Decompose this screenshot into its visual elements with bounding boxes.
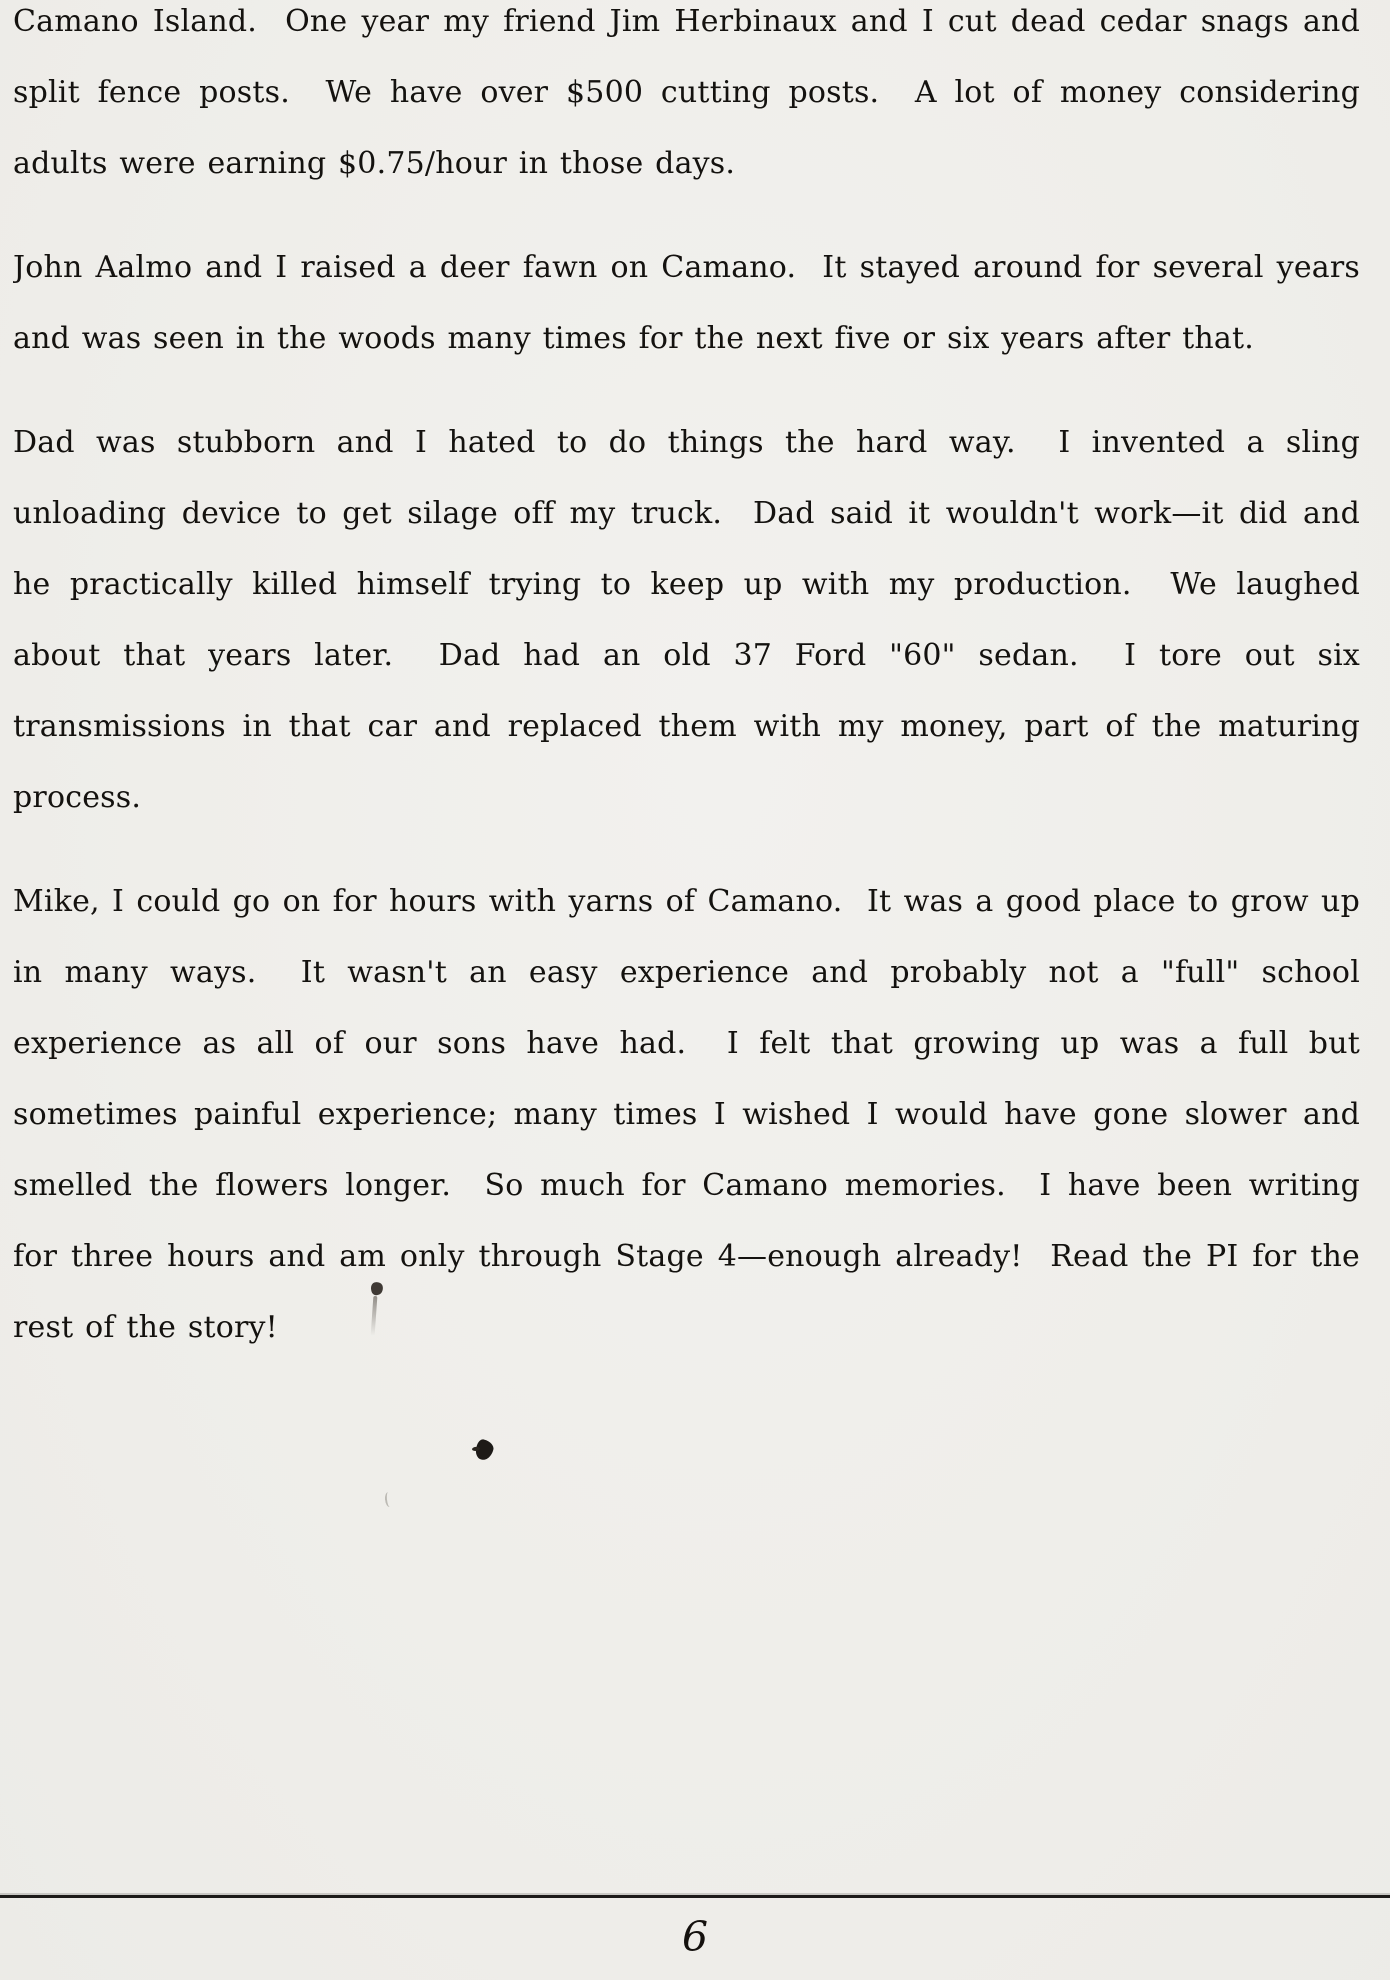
footer-divider	[0, 1895, 1390, 1898]
paragraph	[13, 232, 1360, 374]
text-line: and was seen in the woods many times for the next five or six years after that.	[13, 321, 1254, 356]
paragraph	[13, 866, 1360, 1363]
text-line: he practically killed himself trying to keep up with my production. We laughed	[13, 567, 1360, 602]
page-number: 6	[681, 1913, 709, 1961]
faint-pencil-mark-icon	[384, 1492, 394, 1508]
text-line: unloading device to get silage off my truck. Dad said it wouldn't work—it did and	[13, 496, 1360, 531]
text-line: Mike, I could go on for hours with yarns of Camano. It was a good place to grow up	[13, 884, 1360, 919]
text-line: sometimes painful experience; many times I wished I would have gone slower and	[13, 1097, 1360, 1132]
text-line: John Aalmo and I raised a deer fawn on Camano. It stayed around for several years	[13, 250, 1360, 285]
text-line: about that years later. Dad had an old 37 Ford "60" sedan. I tore out six	[13, 638, 1360, 673]
text-line: in many ways. It wasn't an easy experience and probably not a "full" school	[13, 955, 1360, 990]
text-line: for three hours and am only through Stage 4—enough already! Read the PI for the	[13, 1239, 1360, 1274]
text-line: split fence posts. We have over $500 cutting posts. A lot of money considering	[13, 75, 1360, 110]
ink-blot-icon	[474, 1438, 495, 1462]
text-line: experience as all of our sons have had. I felt that growing up was a full but	[13, 1026, 1360, 1061]
text-line: smelled the flowers longer. So much for Camano memories. I have been writing	[13, 1168, 1360, 1203]
text-line: transmissions in that car and replaced them with my money, part of the maturing	[13, 709, 1360, 744]
letter-body-text	[13, 0, 1360, 1396]
text-line: Camano Island. One year my friend Jim Herbinaux and I cut dead cedar snags and	[13, 4, 1360, 39]
text-line: process.	[13, 780, 142, 815]
text-line: adults were earning $0.75/hour in those days.	[13, 146, 736, 181]
text-line: Dad was stubborn and I hated to do things the hard way. I invented a sling	[13, 425, 1360, 460]
text-line: rest of the story!	[13, 1310, 278, 1345]
paragraph	[13, 407, 1360, 833]
paragraph	[13, 0, 1360, 199]
